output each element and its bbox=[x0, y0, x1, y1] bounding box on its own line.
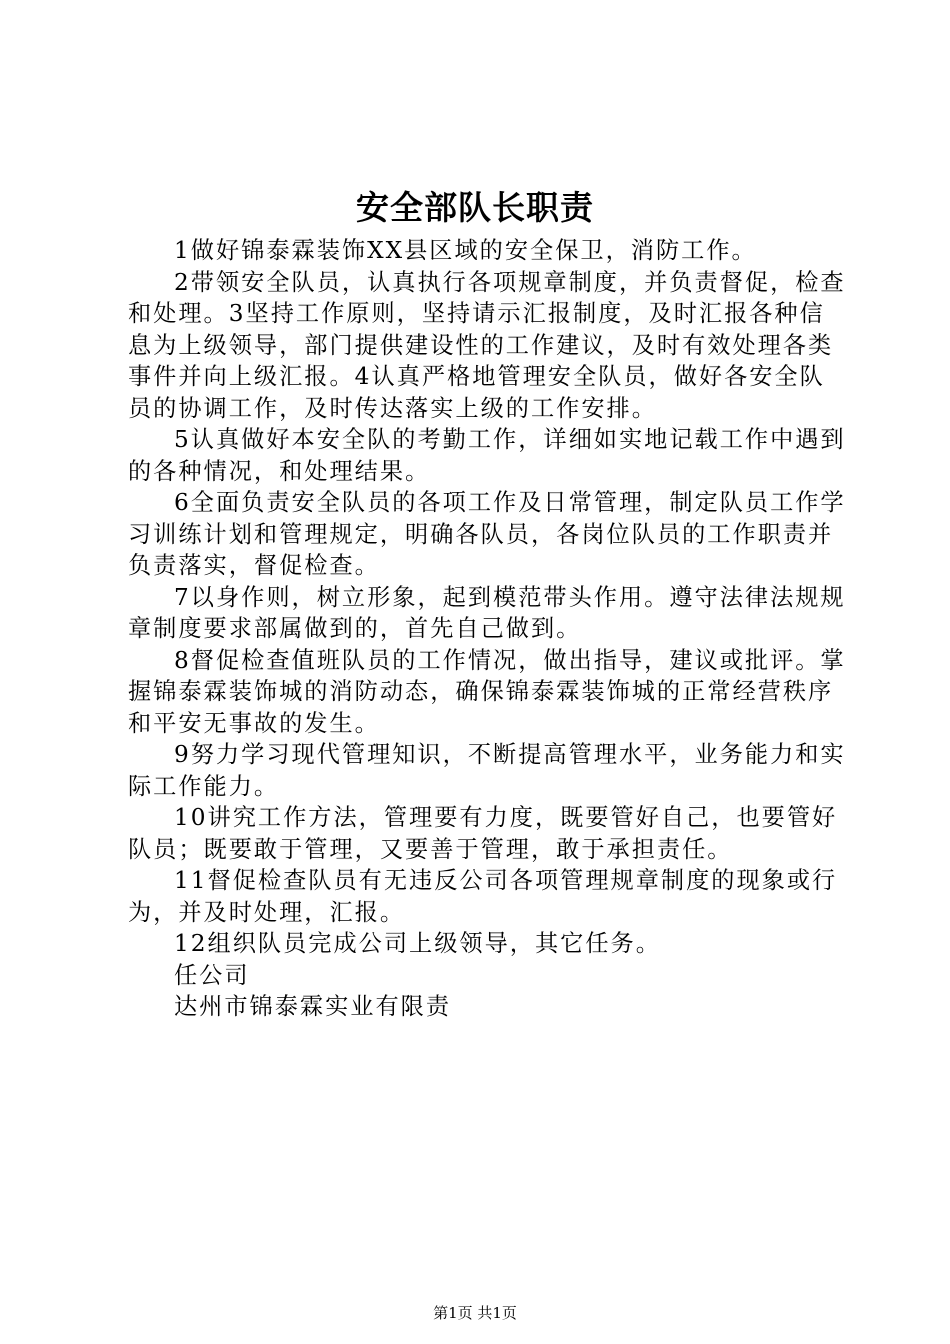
page-title: 安全部队长职责 bbox=[356, 188, 594, 227]
paragraph-6: 8督促检查值班队员的工作情况，做出指导，建议或批评。掌握锦泰霖装饰城的消防动态，确保锦泰霖装饰城的正常经营秩序和平安无事故的发生。 bbox=[128, 646, 846, 737]
paragraph-4: 6全面负责安全队员的各项工作及日常管理，制定队员工作学习训练计划和管理规定，明确各队员，各岗位队员的工作职责并负责落实，督促检查。 bbox=[128, 489, 846, 579]
paragraph-12: 达州市锦泰霖实业有限责 bbox=[174, 993, 452, 1020]
paragraph-2: 2带领安全队员，认真执行各项规章制度，并负责督促，检查和处理。3坚持工作原则，坚持请示汇报制度，及时汇报各种信息为上级领导，部门提供建设性的工作建议，及时有效处理各类事件并向上级汇报。4认真严格地管理安全队员，做好各安全队员的协调工作，及时传达落实上级的工作安排。 bbox=[128, 268, 846, 422]
paragraph-5: 7以身作则，树立形象，起到模范带头作用。遵守法律法规规章制度要求部属做到的，首先自己做到。 bbox=[128, 583, 846, 642]
paragraph-7: 9努力学习现代管理知识，不断提高管理水平，业务能力和实际工作能力。 bbox=[128, 741, 846, 800]
paragraph-11: 任公司 bbox=[174, 961, 250, 989]
paragraph-8: 10讲究工作方法，管理要有力度，既要管好自己，也要管好队员；既要敢于管理，又要善于管理，敢于承担责任。 bbox=[128, 804, 838, 863]
page-footer: 第1页 共1页 bbox=[433, 1304, 517, 1322]
paragraph-3: 5认真做好本安全队的考勤工作，详细如实地记载工作中遇到的各种情况，和处理结果。 bbox=[128, 426, 846, 485]
document-body bbox=[128, 235, 848, 1023]
paragraph-10: 12组织队员完成公司上级领导，其它任务。 bbox=[174, 930, 661, 957]
paragraph-1: 1做好锦泰霖装饰XX县区域的安全保卫，消防工作。 bbox=[174, 237, 757, 264]
paragraph-9: 11督促检查队员有无违反公司各项管理规章制度的现象或行为，并及时处理，汇报。 bbox=[128, 867, 838, 926]
